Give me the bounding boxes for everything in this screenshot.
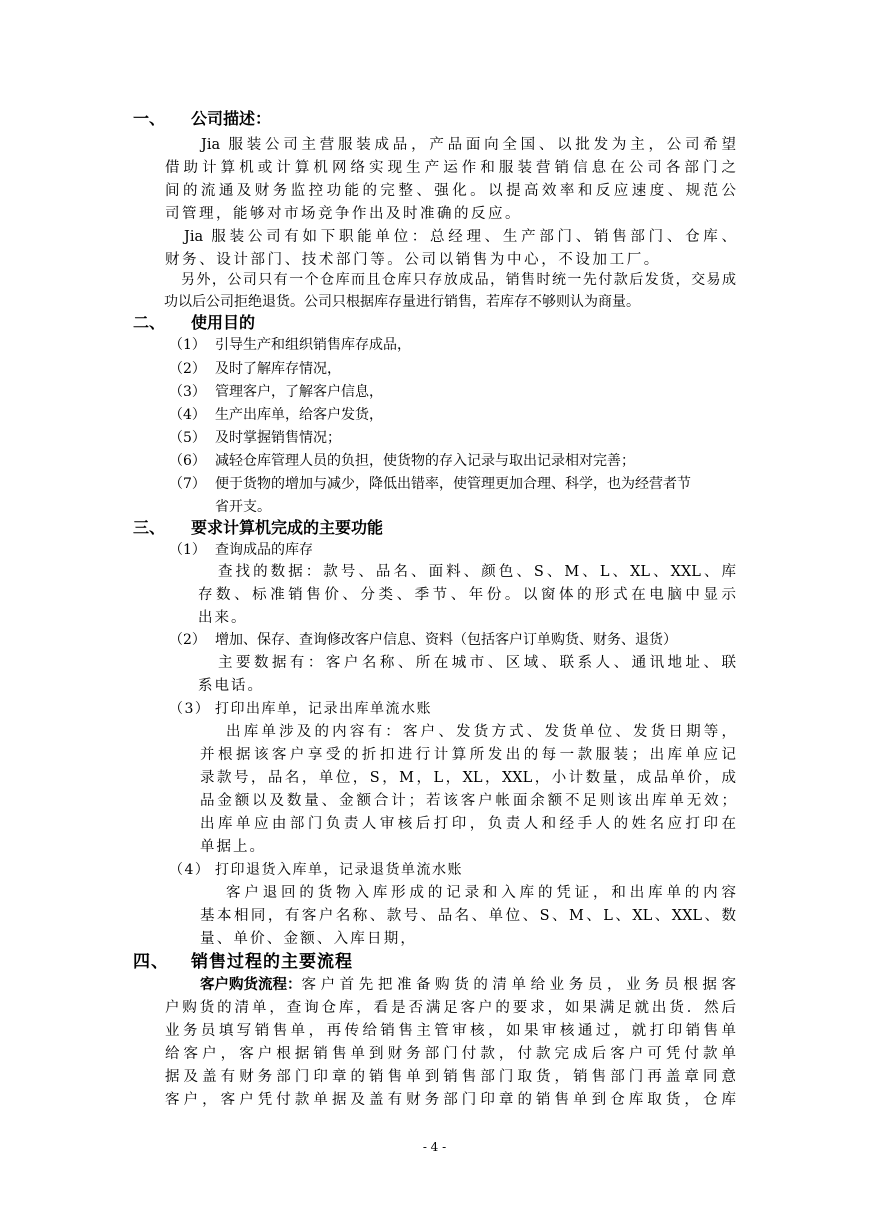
flow-text: 客户首先把准备购货的清单给业务员，业务员根据客 [301,977,736,993]
flow-lead: 客户购货流程： [200,977,302,993]
paragraph-line: 系电话。 [198,678,264,694]
item-number: （3） [169,701,211,717]
item-text: 减轻仓库管理人员的负担，使货物的存入记录与取出记录相对完善； [215,453,635,469]
paragraph-line: 存数、标准销售价、分类、季节、年份。以窗体的形式在电脑中显示 [198,587,736,603]
paragraph-line: 品金额以及数量、金额合计；若该客户帐面余额不足则该出库单无效； [200,793,736,809]
paragraph-line: Jia 服装公司主营服装成品，产品面向全国、以批发为主，公司希望 [201,137,736,153]
page-number: - 4 - [422,1140,447,1154]
item-text: 打印出库单，记录出库单流水账 [215,701,432,717]
item-number: （1） [169,337,206,353]
item-number: （6） [169,453,206,469]
item-number: （3） [169,384,206,400]
paragraph-line: 功以后公司拒绝退货。公司只根据库存量进行销售，若库存不够则认为商量。 [164,294,640,310]
item-text: 及时掌握销售情况； [215,430,341,446]
paragraph-line: 查找的数据：款号、品名、面料、颜色、S、M、L、XL、XXL、库 [218,564,736,580]
item-text: 打印退货入库单，记录退货单流水账 [215,862,463,878]
section-title: 公司描述： [191,109,272,128]
section-4-heading [133,951,353,973]
item-number: （4） [169,407,206,423]
paragraph-line: 借助计算机或计算机网络实现生产运作和服装营销信息在公司各部门之 [165,160,736,176]
item-number: （5） [169,430,206,446]
section-title: 使用目的 [191,313,256,332]
item-number: （2） [169,361,206,377]
paragraph-line [200,975,736,995]
section-2-heading [133,312,256,334]
paragraph-line: 并根据该客户享受的折扣进行计算所发出的每一款服装；出库单应记 [200,747,736,763]
item-number: （7） [169,476,206,492]
item-text: 便于货物的增加与减少，降低出错率，使管理更加合理、科学，也为经营者节 [215,476,691,492]
item-text: 引导生产和组织销售库存成品， [215,337,411,353]
item-text: 增加、保存、查询修改客户信息、资料（包括客户订单购货、财务、退货） [215,632,677,648]
item-text: 查询成品的库存 [215,542,313,558]
list-item-continuation: 省开支。 [215,499,271,515]
paragraph-line: 录款号，品名，单位，S，M，L，XL，XXL，小计数量，成品单价，成 [200,770,736,786]
paragraph-line: 基本相同，有客户名称、款号、品名、单位、S、M、L、XL、XXL、数 [200,908,736,924]
item-number: （2） [169,632,206,648]
paragraph-line: 间的流通及财务监控功能的完整、强化。以提高效率和反应速度、规范公 [165,183,736,199]
paragraph-line: 另外，公司只有一个仓库而且仓库只存放成品，销售时统一先付款后发货，交易成 [181,272,736,288]
paragraph-line: 业务员填写销售单，再传给销售主管审核，如果审核通过，就打印销售单 [165,1023,736,1039]
paragraph-line: 户购货的清单，查询仓库，看是否满足客户的要求，如果满足就出货．然后 [165,1000,736,1016]
paragraph-line: 出库单涉及的内容有：客户、发货方式、发货单位、发货日期等， [226,724,736,740]
section-number: 二、 [133,313,166,332]
item-text: 及时了解库存情况， [215,361,341,377]
item-text: 管理客户，了解客户信息， [215,384,383,400]
paragraph-line: 主要数据有：客户名称、所在城市、区域、联系人、通讯地址、联 [218,655,736,671]
section-number: 三、 [133,518,166,537]
section-3-heading [133,517,384,539]
paragraph-line: 客户，客户凭付款单据及盖有财务部门印章的销售单到仓库取货，仓库 [165,1092,736,1108]
paragraph-line: 出来。 [198,610,248,626]
item-number: （4） [169,862,211,878]
paragraph-line: 出库单应由部门负责人审核后打印，负责人和经手人的姓名应打印在 [200,816,736,832]
section-title: 要求计算机完成的主要功能 [191,518,384,537]
paragraph-line: 单据上。 [200,839,266,855]
paragraph-line: 财务、设计部门、技术部门等。公司以销售为中心，不设加工厂。 [165,252,661,268]
paragraph-line: Jia 服装公司有如下职能单位：总经理、生产部门、销售部门、仓库、 [184,229,736,245]
section-number: 一、 [133,109,166,128]
paragraph-line: 客户退回的货物入库形成的记录和入库的凭证，和出库单的内容 [226,885,736,901]
paragraph-line: 司管理，能够对市场竞争作出及时准确的反应。 [165,206,522,222]
paragraph-line: 给客户，客户根据销售单到财务部门付款，付款完成后客户可凭付款单 [165,1046,736,1062]
paragraph-line: 据及盖有财务部门印章的销售单到销售部门取货，销售部门再盖章同意 [165,1069,736,1085]
item-number: （1） [169,542,206,558]
paragraph-line: 量、单价、金额、入库日期， [200,931,418,947]
section-1-heading [133,108,272,130]
section-title: 销售过程的主要流程 [191,952,353,972]
section-number: 四、 [133,952,169,972]
item-text: 生产出库单，给客户发货， [215,407,383,423]
